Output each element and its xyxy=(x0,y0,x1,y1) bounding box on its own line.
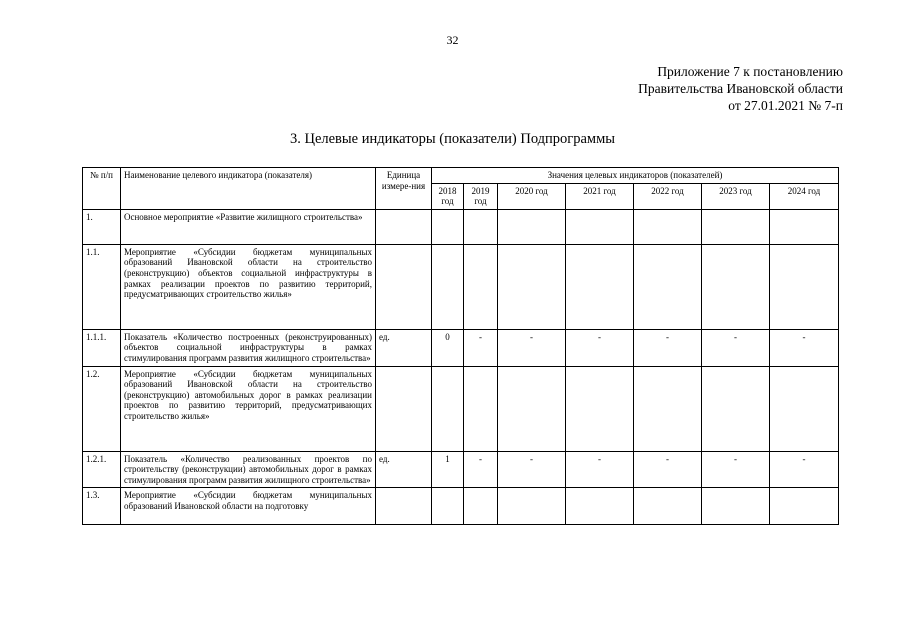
row-value: - xyxy=(498,329,566,366)
appendix-line-1: Приложение 7 к постановлению xyxy=(657,64,843,79)
row-name: Мероприятие «Субсидии бюджетам муниципальных образований Ивановской области на строительство (реконструкцию) автомобильных дорог в рамках реализации проектов по развитию территорий, предусматривающих строительство жилья» xyxy=(121,366,376,451)
row-value xyxy=(464,209,498,244)
row-value xyxy=(464,488,498,525)
table-row xyxy=(83,366,839,451)
header-year: 2019 год xyxy=(464,183,498,209)
row-value xyxy=(498,209,566,244)
row-value: - xyxy=(702,451,770,488)
row-value: - xyxy=(702,329,770,366)
row-name: Мероприятие «Субсидии бюджетам муниципальных образований Ивановской области на строительство (реконструкцию) объектов социальной инфраструктуры в рамках реализации проектов по развитию территорий, предусматривающих строительство жилья» xyxy=(121,244,376,329)
table-row xyxy=(83,451,839,488)
row-value xyxy=(770,209,839,244)
row-unit xyxy=(376,366,432,451)
row-value xyxy=(566,244,634,329)
row-value: - xyxy=(634,451,702,488)
row-value xyxy=(566,209,634,244)
row-value xyxy=(432,488,464,525)
row-name: Основное мероприятие «Развитие жилищного строительства» xyxy=(121,209,376,244)
indicators-table xyxy=(82,167,839,525)
row-num: 1.2. xyxy=(83,366,121,451)
row-num: 1.3. xyxy=(83,488,121,525)
table-row xyxy=(83,329,839,366)
appendix-line-3: от 27.01.2021 № 7-п xyxy=(728,98,843,113)
row-num: 1.1.1. xyxy=(83,329,121,366)
header-year: 2023 год xyxy=(702,183,770,209)
row-value xyxy=(498,366,566,451)
header-values-group: Значения целевых индикаторов (показателей) xyxy=(432,168,839,184)
table-row xyxy=(83,209,839,244)
row-unit: ед. xyxy=(376,329,432,366)
row-value xyxy=(634,209,702,244)
header-year: 2021 год xyxy=(566,183,634,209)
row-unit: ед. xyxy=(376,451,432,488)
row-unit xyxy=(376,244,432,329)
row-value xyxy=(634,244,702,329)
table-header-row xyxy=(83,168,839,184)
header-year: 2024 год xyxy=(770,183,839,209)
row-value xyxy=(498,488,566,525)
row-name: Показатель «Количество реализованных проектов по строительству (реконструкции) автомобильных дорог в рамках стимулирования программ развития жилищного строительства» xyxy=(121,451,376,488)
row-value xyxy=(432,244,464,329)
header-unit: Единица измере-ния xyxy=(376,168,432,210)
section-title: 3. Целевые индикаторы (показатели) Подпрограммы xyxy=(289,131,616,147)
row-value xyxy=(432,366,464,451)
table-row xyxy=(83,244,839,329)
page-number: 32 xyxy=(446,33,459,47)
header-year: 2022 год xyxy=(634,183,702,209)
row-value xyxy=(702,366,770,451)
row-value: - xyxy=(634,329,702,366)
row-value: 1 xyxy=(432,451,464,488)
header-year: 2020 год xyxy=(498,183,566,209)
row-value xyxy=(702,488,770,525)
row-name: Мероприятие «Субсидии бюджетам муниципальных образований Ивановской области на подготовку xyxy=(121,488,376,525)
row-value xyxy=(432,209,464,244)
row-num: 1.1. xyxy=(83,244,121,329)
row-value: - xyxy=(464,451,498,488)
row-value: - xyxy=(498,451,566,488)
row-value xyxy=(634,366,702,451)
row-value xyxy=(464,366,498,451)
row-unit xyxy=(376,488,432,525)
row-value: - xyxy=(770,329,839,366)
row-value xyxy=(566,366,634,451)
row-value xyxy=(634,488,702,525)
appendix-line-2: Правительства Ивановской области xyxy=(638,81,843,96)
row-value xyxy=(498,244,566,329)
header-year: 2018 год xyxy=(432,183,464,209)
row-value xyxy=(770,488,839,525)
row-value xyxy=(770,244,839,329)
row-value: - xyxy=(464,329,498,366)
row-value: - xyxy=(566,329,634,366)
row-name: Показатель «Количество построенных (реконструированных) объектов социальной инфраструктуры в рамках стимулирования программ развития жилищного строительства» xyxy=(121,329,376,366)
row-value: 0 xyxy=(432,329,464,366)
header-name: Наименование целевого индикатора (показателя) xyxy=(121,168,376,210)
row-value: - xyxy=(566,451,634,488)
row-unit xyxy=(376,209,432,244)
row-value xyxy=(566,488,634,525)
row-value xyxy=(702,209,770,244)
row-value: - xyxy=(770,451,839,488)
row-value xyxy=(702,244,770,329)
row-num: 1.2.1. xyxy=(83,451,121,488)
table-row xyxy=(83,488,839,525)
row-num: 1. xyxy=(83,209,121,244)
header-num: № п/п xyxy=(83,168,121,210)
row-value xyxy=(770,366,839,451)
row-value xyxy=(464,244,498,329)
